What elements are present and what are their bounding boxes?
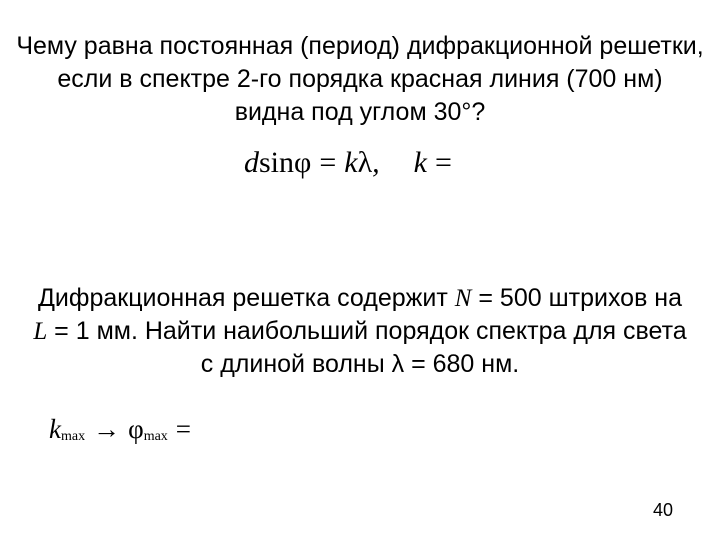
problem-2-N: N (454, 285, 472, 312)
problem-2-line-2-b: = 1 мм. Найти наибольший порядок спектра для света (47, 317, 687, 345)
formula-phimax-phi: φ (128, 414, 144, 444)
formula-equals-1: = (319, 146, 337, 179)
formula-equals-2: = (434, 146, 452, 179)
formula-k-2: k (413, 146, 427, 179)
problem-2-line-1-b: = 500 штрихов на (471, 284, 683, 312)
formula-k: k (344, 146, 358, 179)
problem-2-line-1 (0, 282, 720, 315)
kmax-formula (49, 414, 191, 445)
grating-equation (244, 146, 452, 180)
problem-1-text (0, 30, 720, 129)
formula-d: d (244, 146, 259, 179)
problem-1-line-3: видна под углом 30°? (234, 98, 486, 126)
page-number: 40 (653, 500, 674, 520)
problem-2-line-3: с длиной волны λ = 680 нм. (200, 350, 520, 378)
problem-2-text (0, 282, 720, 381)
formula-equals: = (175, 414, 192, 444)
formula-kmax-sub: max (60, 429, 86, 444)
problem-1-line-1: Чему равна постоянная (период) дифракционной решетки, (16, 32, 704, 60)
problem-2-line-2 (0, 315, 720, 348)
problem-2-line-1-a: Дифракционная решетка содержит (37, 284, 455, 312)
formula-kmax-k: k (49, 414, 61, 444)
problem-1-line-2: если в спектре 2-го порядка красная линия (700 нм) (57, 65, 663, 93)
formula-arrow: → (93, 414, 121, 444)
formula-comma: , (372, 146, 380, 179)
problem-2-L: L (33, 318, 48, 345)
formula-sin: sin (259, 146, 295, 179)
formula-phi: φ (294, 146, 312, 179)
formula-lambda: λ (357, 146, 373, 179)
formula-phimax-sub: max (143, 429, 168, 444)
